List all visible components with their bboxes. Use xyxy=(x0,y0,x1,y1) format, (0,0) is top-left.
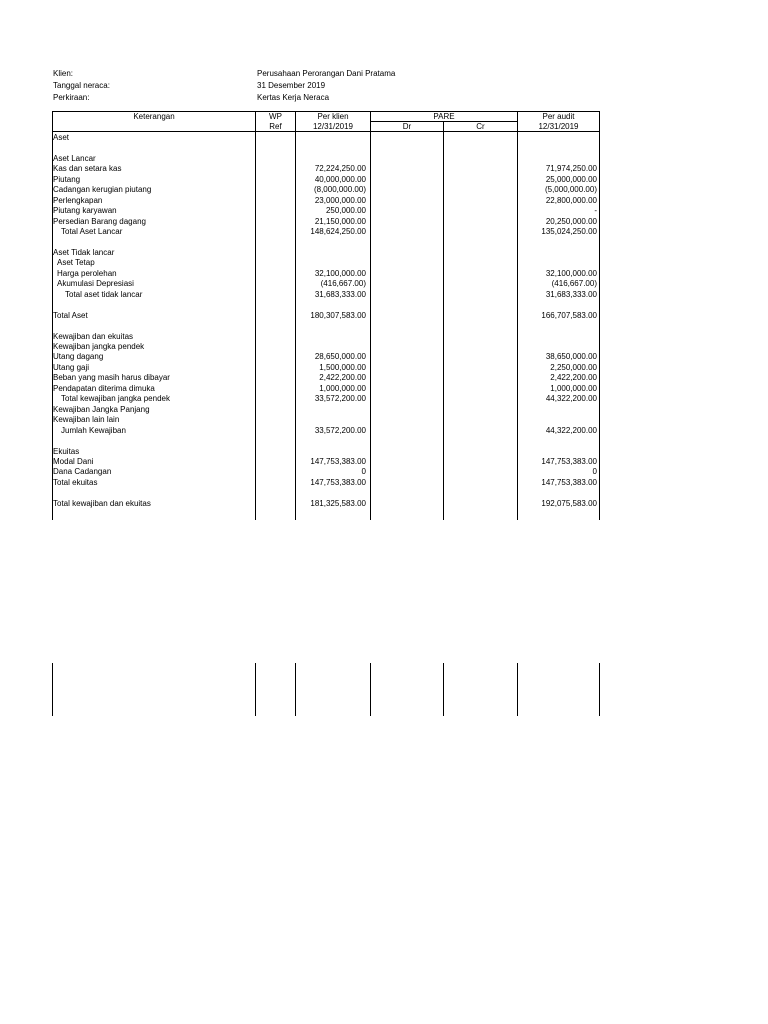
row-desc: Total kewajiban dan ekuitas xyxy=(53,499,151,508)
row-peraudit: 166,707,583.00 xyxy=(541,311,597,320)
row-perklien: 21,150,000.00 xyxy=(314,217,366,226)
col-header-peraudit: Per audit xyxy=(542,112,575,121)
row-perklien: 0 xyxy=(361,467,366,476)
date-label: Tanggal neraca: xyxy=(53,81,110,90)
row-desc: Total aset tidak lancar xyxy=(65,290,143,299)
lower-col-border-3 xyxy=(295,663,296,716)
row-desc: Total Aset Lancar xyxy=(61,227,123,236)
row-peraudit: 22,800,000.00 xyxy=(545,196,597,205)
col-header-perklien: Per klien xyxy=(317,112,349,121)
row-perklien: 181,325,583.00 xyxy=(310,499,366,508)
row-desc: Modal Dani xyxy=(53,457,94,466)
lower-col-border-5 xyxy=(443,663,444,716)
row-desc: Aset xyxy=(53,133,70,142)
col-header-cr: Cr xyxy=(476,122,485,131)
row-peraudit: 0 xyxy=(592,467,597,476)
row-desc: Akumulasi Depresiasi xyxy=(57,279,134,288)
row-desc: Utang dagang xyxy=(53,352,104,361)
lower-col-border-4 xyxy=(370,663,371,716)
row-perklien: 250,000.00 xyxy=(325,206,366,215)
col-border-6 xyxy=(517,111,518,520)
row-desc: Utang gaji xyxy=(53,363,90,372)
row-perklien: 147,753,383.00 xyxy=(310,478,366,487)
row-desc: Cadangan kerugian piutang xyxy=(53,185,152,194)
col-header-dr: Dr xyxy=(402,122,412,131)
row-desc: Aset Tidak lancar xyxy=(53,248,115,257)
row-peraudit: 38,650,000.00 xyxy=(545,352,597,361)
row-desc: Total kewajiban jangka pendek xyxy=(61,394,170,403)
row-perklien: 23,000,000.00 xyxy=(314,196,366,205)
row-desc: Total Aset xyxy=(53,311,88,320)
lower-col-border-1 xyxy=(52,663,53,716)
row-perklien: 40,000,000.00 xyxy=(314,175,366,184)
row-perklien: 148,624,250.00 xyxy=(310,227,366,236)
work-value: Kertas Kerja Neraca xyxy=(257,93,330,102)
lower-col-border-6 xyxy=(517,663,518,716)
row-perklien: 28,650,000.00 xyxy=(314,352,366,361)
row-desc: Kewajiban jangka pendek xyxy=(53,342,145,351)
row-peraudit: 44,322,200.00 xyxy=(545,394,597,403)
row-peraudit: - xyxy=(594,206,597,215)
row-peraudit: (5,000,000.00) xyxy=(544,185,597,194)
row-perklien: 1,000,000.00 xyxy=(319,384,366,393)
col-header-peraudit-date: 12/31/2019 xyxy=(538,122,579,131)
row-desc: Ekuitas xyxy=(53,447,80,456)
col-header-ref: Ref xyxy=(269,122,282,131)
row-desc: Piutang karyawan xyxy=(53,206,117,215)
row-peraudit: 32,100,000.00 xyxy=(545,269,597,278)
row-perklien: 1,500,000.00 xyxy=(319,363,366,372)
col-header-keterangan: Keterangan xyxy=(133,112,175,121)
row-perklien: (8,000,000.00) xyxy=(313,185,366,194)
col-border-5 xyxy=(443,121,444,520)
row-peraudit: 1,000,000.00 xyxy=(550,384,597,393)
row-desc: Kas dan setara kas xyxy=(53,164,122,173)
row-perklien: 72,224,250.00 xyxy=(314,164,366,173)
col-header-perklien-date: 12/31/2019 xyxy=(312,122,354,131)
col-header-wp: WP xyxy=(269,112,282,121)
row-peraudit: 135,024,250.00 xyxy=(541,227,597,236)
lower-col-border-7 xyxy=(599,663,600,716)
row-peraudit: 2,250,000.00 xyxy=(550,363,597,372)
col-border-7 xyxy=(599,111,600,520)
row-perklien: 31,683,333.00 xyxy=(314,290,366,299)
row-desc: Kewajiban Jangka Panjang xyxy=(53,405,150,414)
client-label: Klien: xyxy=(53,69,74,78)
row-peraudit: 25,000,000.00 xyxy=(545,175,597,184)
row-desc: Perlengkapan xyxy=(53,196,103,205)
row-desc: Dana Cadangan xyxy=(53,467,112,476)
row-perklien: 2,422,200.00 xyxy=(319,373,366,382)
row-peraudit: 20,250,000.00 xyxy=(545,217,597,226)
row-perklien: 147,753,383.00 xyxy=(310,457,366,466)
row-peraudit: 71,974,250.00 xyxy=(545,164,597,173)
row-perklien: 32,100,000.00 xyxy=(314,269,366,278)
row-peraudit: 147,753,383.00 xyxy=(541,457,597,466)
col-border-3 xyxy=(295,111,296,520)
row-peraudit: 147,753,383.00 xyxy=(541,478,597,487)
date-value: 31 Desember 2019 xyxy=(257,81,326,90)
row-desc: Kewajiban lain lain xyxy=(53,415,120,424)
row-perklien: 33,572,200.00 xyxy=(314,394,366,403)
client-value: Perusahaan Perorangan Dani Pratama xyxy=(257,69,396,78)
row-perklien: (416,667.00) xyxy=(320,279,366,288)
row-peraudit: 192,075,583.00 xyxy=(541,499,597,508)
row-desc: Harga perolehan xyxy=(57,269,117,278)
row-desc: Total ekuitas xyxy=(53,478,98,487)
row-desc: Beban yang masih harus dibayar xyxy=(53,373,170,382)
work-label: Perkiraan: xyxy=(53,93,90,102)
row-desc: Aset Tetap xyxy=(57,258,95,267)
row-perklien: 180,307,583.00 xyxy=(310,311,366,320)
row-peraudit: 2,422,200.00 xyxy=(550,373,597,382)
row-perklien: 33,572,200.00 xyxy=(314,426,366,435)
row-desc: Piutang xyxy=(53,175,81,184)
row-peraudit: 31,683,333.00 xyxy=(545,290,597,299)
lower-col-border-2 xyxy=(255,663,256,716)
row-desc: Aset Lancar xyxy=(53,154,96,163)
row-desc: Kewajiban dan ekuitas xyxy=(53,332,134,341)
row-peraudit: 44,322,200.00 xyxy=(545,426,597,435)
col-header-pare: PARE xyxy=(433,112,455,121)
col-border-2 xyxy=(255,111,256,520)
row-desc: Pendapatan diterima dimuka xyxy=(53,384,155,393)
row-desc: Persedian Barang dagang xyxy=(53,217,146,226)
col-border-4 xyxy=(370,111,371,520)
row-peraudit: (416,667.00) xyxy=(551,279,597,288)
row-desc: Jumlah Kewajiban xyxy=(61,426,126,435)
